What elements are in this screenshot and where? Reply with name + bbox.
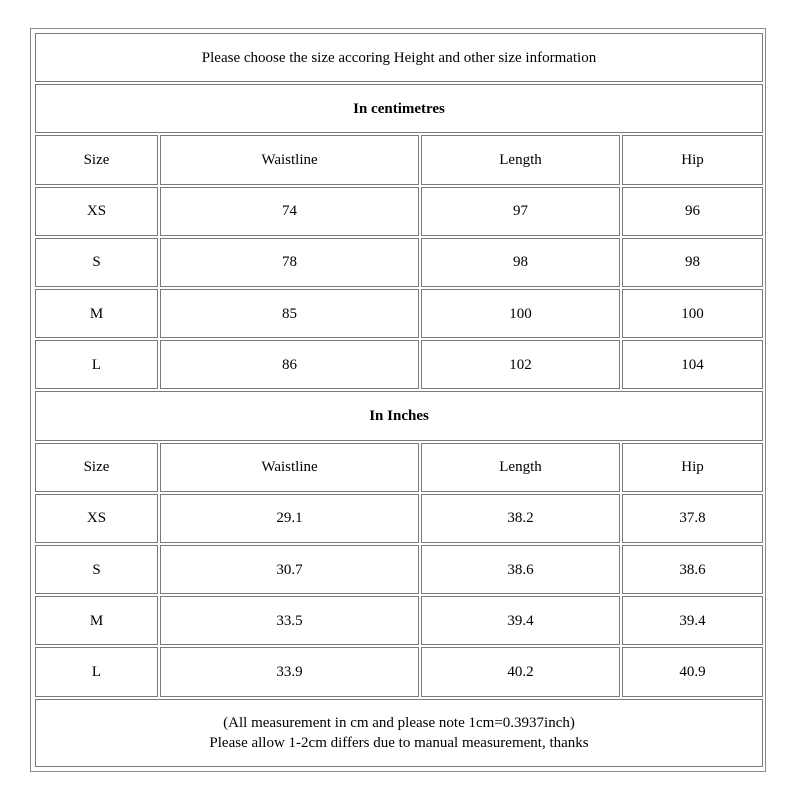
notes-row <box>35 699 763 767</box>
column-header-hip: Hip <box>622 135 763 184</box>
table-row <box>35 238 763 287</box>
size-cell: M <box>35 596 158 645</box>
waistline-cell: 86 <box>160 340 419 389</box>
column-header-length: Length <box>421 443 620 492</box>
column-header-size: Size <box>35 135 158 184</box>
length-cell: 98 <box>421 238 620 287</box>
note-line: Please allow 1-2cm differs due to manual measurement, thanks <box>209 734 589 751</box>
hip-cell: 40.9 <box>622 647 763 696</box>
length-cell: 102 <box>421 340 620 389</box>
size-cell: L <box>35 340 158 389</box>
size-cell: S <box>35 238 158 287</box>
header-row <box>35 443 763 492</box>
hip-cell: 100 <box>622 289 763 338</box>
table-row <box>35 340 763 389</box>
size-chart <box>30 28 766 772</box>
hip-cell: 104 <box>622 340 763 389</box>
hip-cell: 39.4 <box>622 596 763 645</box>
intro-row <box>35 33 763 82</box>
table-row <box>35 545 763 594</box>
section-title-centimetres: In centimetres <box>35 84 763 133</box>
length-cell: 38.2 <box>421 494 620 543</box>
waistline-cell: 33.5 <box>160 596 419 645</box>
hip-cell: 37.8 <box>622 494 763 543</box>
waistline-cell: 85 <box>160 289 419 338</box>
column-header-waistline: Waistline <box>160 135 419 184</box>
size-cell: XS <box>35 494 158 543</box>
note-line: (All measurement in cm and please note 1cm=0.3937inch) <box>223 714 575 731</box>
size-cell: S <box>35 545 158 594</box>
section-title-row <box>35 391 763 440</box>
waistline-cell: 29.1 <box>160 494 419 543</box>
section-title-row <box>35 84 763 133</box>
column-header-hip: Hip <box>622 443 763 492</box>
hip-cell: 98 <box>622 238 763 287</box>
column-header-size: Size <box>35 443 158 492</box>
length-cell: 39.4 <box>421 596 620 645</box>
waistline-cell: 30.7 <box>160 545 419 594</box>
header-row <box>35 135 763 184</box>
length-cell: 40.2 <box>421 647 620 696</box>
length-cell: 100 <box>421 289 620 338</box>
column-header-waistline: Waistline <box>160 443 419 492</box>
hip-cell: 96 <box>622 187 763 236</box>
column-header-length: Length <box>421 135 620 184</box>
table-row <box>35 289 763 338</box>
waistline-cell: 33.9 <box>160 647 419 696</box>
intro-text: Please choose the size accoring Height and other size information <box>35 33 763 82</box>
table-row <box>35 647 763 696</box>
hip-cell: 38.6 <box>622 545 763 594</box>
length-cell: 38.6 <box>421 545 620 594</box>
table-row <box>35 187 763 236</box>
waistline-cell: 74 <box>160 187 419 236</box>
size-cell: XS <box>35 187 158 236</box>
size-table <box>33 31 765 769</box>
table-row <box>35 596 763 645</box>
table-row <box>35 494 763 543</box>
section-title-inches: In Inches <box>35 391 763 440</box>
waistline-cell: 78 <box>160 238 419 287</box>
notes-cell <box>35 699 763 767</box>
length-cell: 97 <box>421 187 620 236</box>
size-cell: L <box>35 647 158 696</box>
size-cell: M <box>35 289 158 338</box>
